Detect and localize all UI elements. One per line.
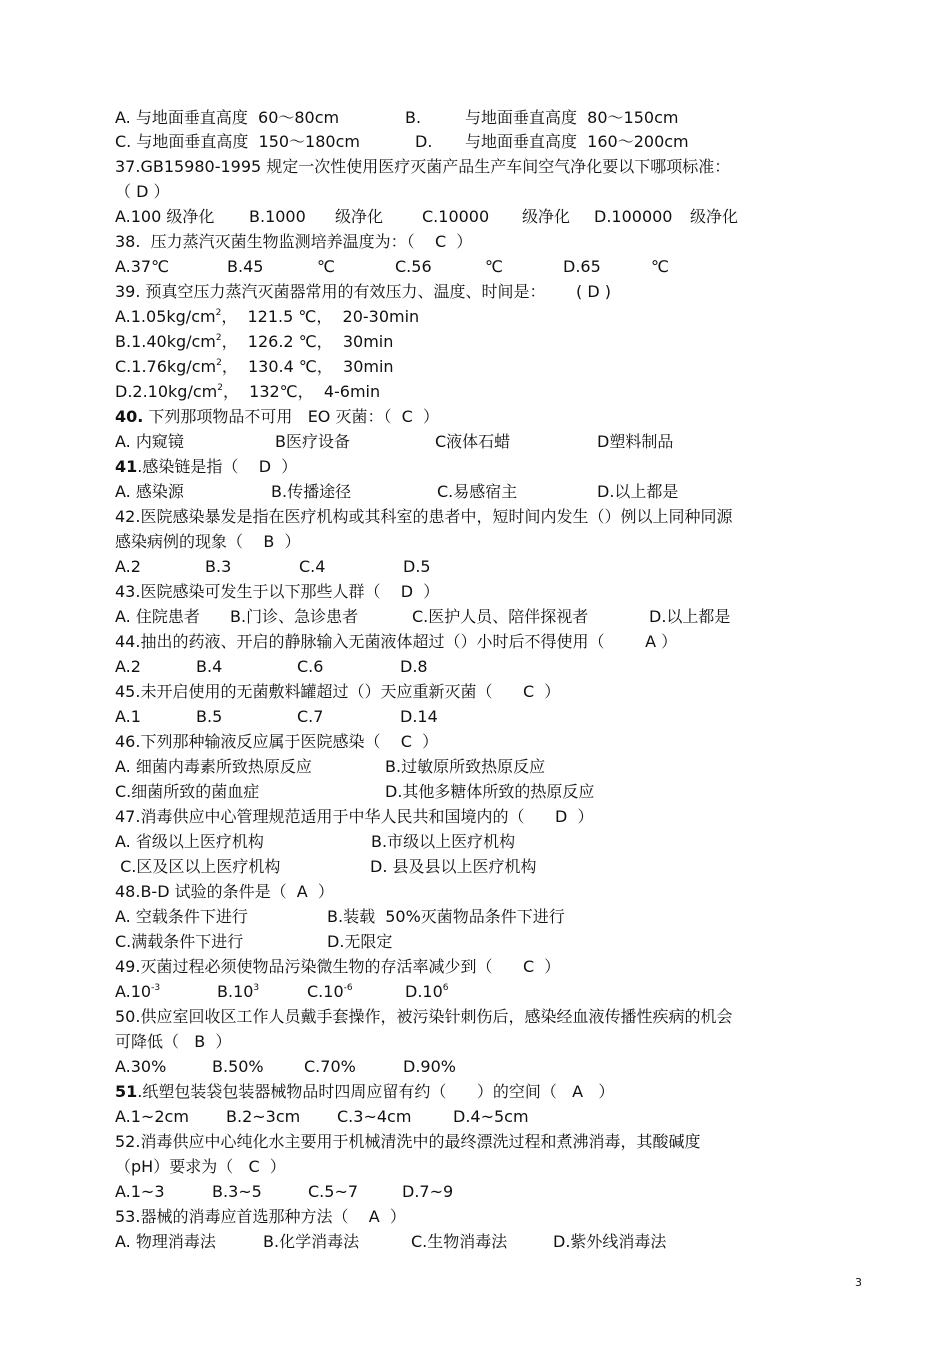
option-line: A.2 B.4 C.6 D.8 bbox=[115, 657, 428, 676]
question-line: 37.GB15980-1995 规定一次性使用医疗灭菌产品生产车间空气净化要以下哪项标准： bbox=[115, 157, 731, 176]
question-line: 51.纸塑包装袋包装器械物品时四周应留有约（ ）的空间（ A ） bbox=[115, 1082, 615, 1101]
question-line: 感染病例的现象（ B ） bbox=[115, 532, 301, 551]
answer-line: （ D ） bbox=[115, 182, 170, 201]
option-line: A. 空载条件下进行 B.装载 50%灭菌物品条件下进行 bbox=[115, 907, 565, 926]
option-line: A. 感染源 B.传播途径 C.易感宿主 D.以上都是 bbox=[115, 482, 679, 501]
question-line: 38. 压力蒸汽灭菌生物监测培养温度为：（ C ） bbox=[115, 232, 473, 251]
option-line: $B.1.40kg/cm^2$， 126.2 ℃， 30min bbox=[115, 332, 394, 351]
question-line: 44.抽出的药液、开启的静脉输入无菌液体超过（）小时后不得使用（ A ） bbox=[115, 632, 678, 651]
option-line: A.37℃ B.45 ℃ C.56 ℃ D.65 ℃ bbox=[115, 257, 669, 276]
question-line: 53.器械的消毒应首选那种方法（ A ） bbox=[115, 1207, 406, 1226]
option-line: A. 住院患者 B.门诊、急诊患者 C.医护人员、陪伴探视者 D.以上都是 bbox=[115, 607, 731, 626]
option-line: C. 与地面垂直高度 150～180cm D. 与地面垂直高度 160～200cm bbox=[115, 132, 689, 151]
option-line: A.2 B.3 C.4 D.5 bbox=[115, 557, 431, 576]
question-line: 52.消毒供应中心纯化水主要用于机械清洗中的最终漂洗过程和煮沸消毒，其酸碱度 bbox=[115, 1132, 701, 1151]
question-line: 46.下列那种输液反应属于医院感染（ C ） bbox=[115, 732, 439, 751]
option-line: $D.2.10kg/cm^2$， 132℃， 4-6min bbox=[115, 382, 381, 401]
option-line: $C.1.76kg/cm^2$， 130.4 ℃， 30min bbox=[115, 357, 394, 376]
option-line: A.1~3 B.3~5 C.5~7 D.7~9 bbox=[115, 1182, 454, 1201]
option-line: C.区及区以上医疗机构 D. 县及县以上医疗机构 bbox=[115, 857, 537, 876]
option-line: A. 物理消毒法 B.化学消毒法 C.生物消毒法 D.紫外线消毒法 bbox=[115, 1232, 667, 1251]
question-line: 45.未开启使用的无菌敷料罐超过（）天应重新灭菌（ C ） bbox=[115, 682, 561, 701]
question-line: 48.B-D 试验的条件是（ A ） bbox=[115, 882, 334, 901]
option-line: A. 与地面垂直高度 60～80cm B. 与地面垂直高度 80～150cm bbox=[115, 108, 679, 127]
question-line: 50.供应室回收区工作人员戴手套操作，被污染针刺伤后，感染经血液传播性疾病的机会 bbox=[115, 1007, 733, 1026]
question-line: 39. 预真空压力蒸汽灭菌器常用的有效压力、温度、时间是： ( D ) bbox=[115, 282, 612, 301]
option-line: A. 内窥镜 B医疗设备 C液体石蜡 D塑料制品 bbox=[115, 432, 674, 451]
question-line: 41.感染链是指（ D ） bbox=[115, 457, 298, 476]
option-line: C.满载条件下进行 D.无限定 bbox=[115, 932, 393, 951]
option-line: A.1 B.5 C.7 D.14 bbox=[115, 707, 438, 726]
option-line: A. 省级以上医疗机构 B.市级以上医疗机构 bbox=[115, 832, 516, 851]
option-line: $A.10^{-3}$ $B.10^3$ $C.10^{-6}$ $D.10^6$ bbox=[115, 982, 449, 1001]
question-line: 47.消毒供应中心管理规范适用于中华人民共和国境内的（ D ） bbox=[115, 807, 594, 826]
question-line: （pH）要求为（ C ） bbox=[115, 1157, 286, 1176]
option-line: A.1~2cm B.2~3cm C.3~4cm D.4~5cm bbox=[115, 1107, 529, 1126]
option-line: A.100 级净化 B.1000 级净化 C.10000 级净化 D.100000 级净化 bbox=[115, 207, 739, 226]
question-line: 40. 下列那项物品不可用 EO 灭菌：（ C ） bbox=[115, 407, 439, 426]
page-number: 3 bbox=[855, 1276, 862, 1289]
question-line: 42.医院感染暴发是指在医疗机构或其科室的患者中，短时间内发生（）例以上同种同源 bbox=[115, 507, 733, 526]
option-line: A. 细菌内毒素所致热原反应 B.过敏原所致热原反应 bbox=[115, 757, 546, 776]
question-line: 49.灭菌过程必须使物品污染微生物的存活率减少到（ C ） bbox=[115, 957, 561, 976]
option-line: C.细菌所致的菌血症 D.其他多糖体所致的热原反应 bbox=[115, 782, 595, 801]
option-line: $A.1.05kg/cm^2$， 121.5 ℃， 20-30min bbox=[115, 307, 420, 326]
option-line: A.30% B.50% C.70% D.90% bbox=[115, 1057, 456, 1076]
question-line: 可降低（ B ） bbox=[115, 1032, 232, 1051]
question-line: 43.医院感染可发生于以下那些人群（ D ） bbox=[115, 582, 440, 601]
